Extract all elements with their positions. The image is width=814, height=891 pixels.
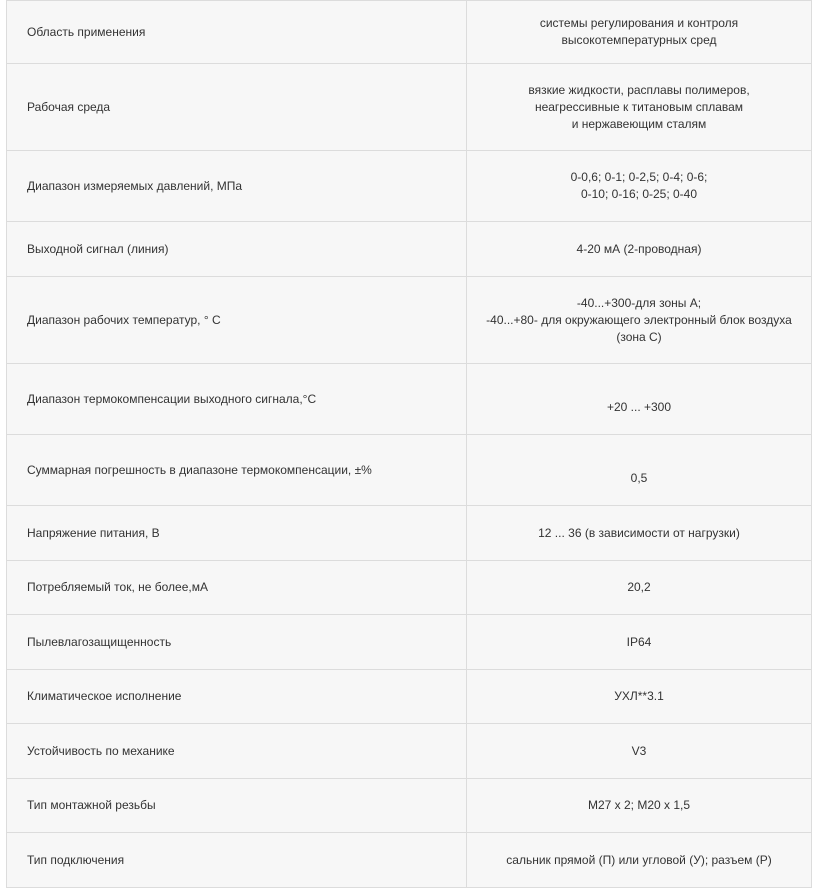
row-label: Область применения [7, 1, 467, 64]
table-row [7, 151, 812, 222]
table-row [7, 615, 812, 670]
table-row [7, 506, 812, 561]
row-value [467, 833, 812, 888]
table-row [7, 561, 812, 615]
table-row [7, 64, 812, 151]
row-value-line: 0-10; 0-16; 0-25; 0-40 [580, 187, 698, 201]
row-label: Диапазон рабочих температур, ° С [7, 277, 467, 364]
row-value-line: системы регулирования и контроля [539, 16, 739, 30]
row-value [467, 277, 812, 364]
row-value [467, 724, 812, 779]
row-label: Устойчивость по механике [7, 724, 467, 779]
table-row [7, 670, 812, 724]
row-label: Климатическое исполнение [7, 670, 467, 724]
row-value-line: (зона С) [616, 329, 662, 344]
row-label: Пылевлагозащищенность [7, 615, 467, 670]
row-label: Рабочая среда [7, 64, 467, 151]
row-value-line: и нержавеющим сталям [571, 116, 707, 131]
row-value-line: IP64 [626, 634, 652, 649]
row-label: Тип монтажной резьбы [7, 779, 467, 833]
row-value-line: -40...+80- для окружающего электронный блок воздуха [486, 312, 792, 327]
row-value-line: неагрессивные к титановым сплавам [534, 99, 744, 114]
row-value [467, 151, 812, 222]
specs-table-wrapper [6, 0, 811, 888]
table-row [7, 364, 812, 435]
row-label: Диапазон измеряемых давлений, МПа [7, 151, 467, 222]
row-value [467, 506, 812, 561]
row-value [467, 561, 812, 615]
row-value-line: 4-20 мА (2-проводная) [576, 241, 702, 256]
table-row [7, 779, 812, 833]
row-value-line: V3 [631, 743, 647, 758]
row-value-line: +20 ... +300 [606, 399, 672, 414]
table-row [7, 222, 812, 277]
table-row [7, 833, 812, 888]
row-value-line: сальник прямой (П) или угловой (У); разъем (Р) [506, 852, 772, 867]
specifications-table [6, 0, 812, 888]
row-value-line: 0,5 [630, 470, 648, 485]
row-value [467, 364, 812, 435]
row-value-line: вязкие жидкости, расплавы полимеров, [528, 82, 750, 97]
row-value [467, 435, 812, 506]
row-value [467, 64, 812, 151]
row-label: Потребляемый ток, не более,мА [7, 561, 467, 615]
row-value-line: -40...+300-для зоны А; [576, 295, 702, 310]
row-value-line: 12 ... 36 (в зависимости от нагрузки) [538, 525, 740, 540]
row-value-line: 0-0,6; 0-1; 0-2,5; 0-4; 0-6; [570, 170, 708, 184]
row-label: Выходной сигнал (линия) [7, 222, 467, 277]
table-row [7, 435, 812, 506]
table-row [7, 724, 812, 779]
row-label: Суммарная погрешность в диапазоне термокомпенсации, ±% [7, 435, 467, 506]
row-label: Тип подключения [7, 833, 467, 888]
row-value [467, 670, 812, 724]
row-value [467, 1, 812, 64]
row-value-line: УХЛ**3.1 [614, 689, 664, 703]
row-value-line: М27 х 2; М20 х 1,5 [587, 798, 691, 812]
row-value [467, 222, 812, 277]
row-value [467, 615, 812, 670]
row-value-line: 20,2 [627, 580, 651, 594]
row-value-line: высокотемпературных сред [561, 33, 717, 47]
row-label: Напряжение питания, В [7, 506, 467, 561]
row-value [467, 779, 812, 833]
row-label: Диапазон термокомпенсации выходного сигнала,°С [7, 364, 467, 435]
table-row [7, 1, 812, 64]
table-row [7, 277, 812, 364]
